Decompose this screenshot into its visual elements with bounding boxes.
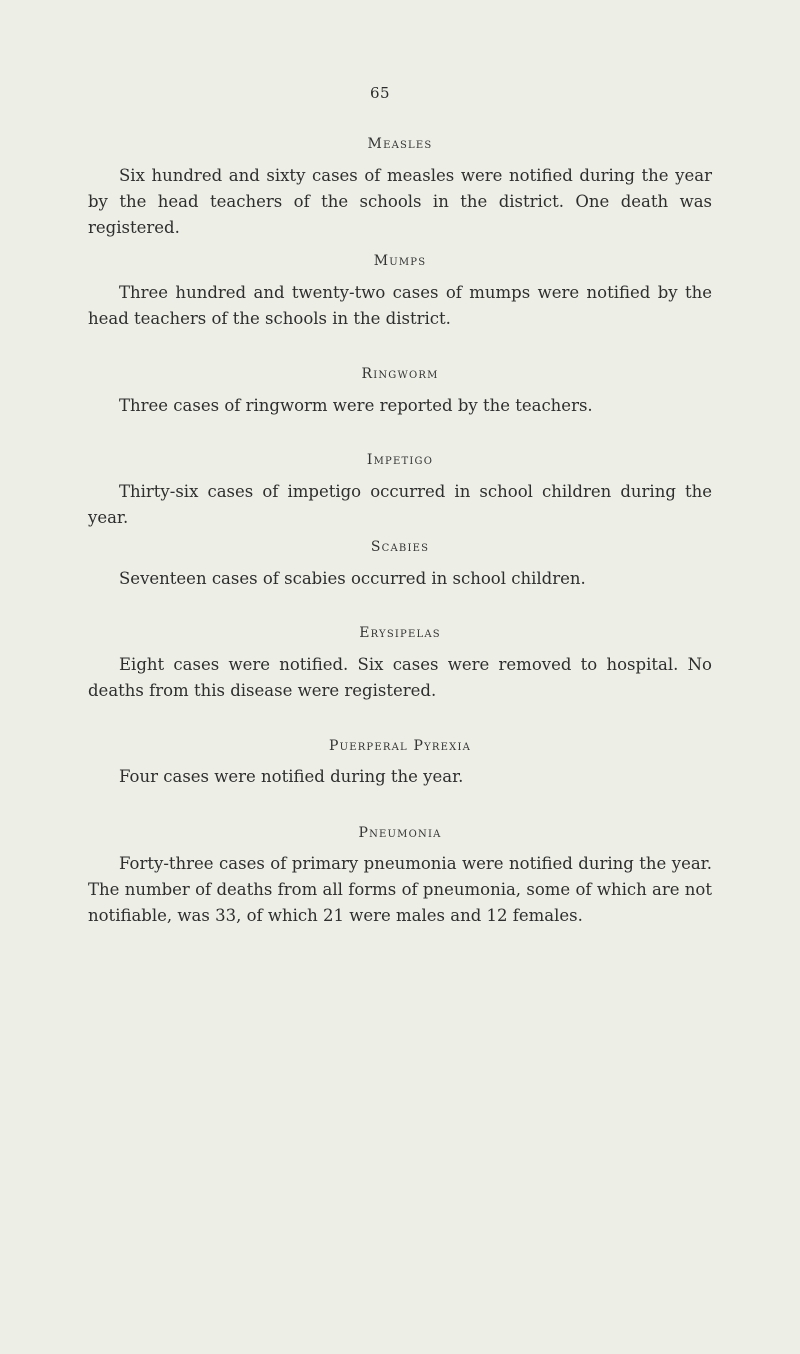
section-heading-erysipelas: Erysipelas xyxy=(359,625,441,641)
section-text-scabies: Seventeen cases of scabies occurred in school children. xyxy=(119,569,586,588)
section-heading-pneumonia: Pneumonia xyxy=(358,825,442,841)
page-number: 65 xyxy=(369,84,391,102)
section-text-mumps: Three hundred and twenty-two cases of mumps were notified by the head teachers of the schools in the district. xyxy=(88,283,712,328)
section-heading-mumps: Mumps xyxy=(373,253,427,269)
section-heading-scabies: Scabies xyxy=(370,539,430,555)
section-heading-ringworm: Ringworm xyxy=(361,366,439,382)
section-text-measles: Six hundred and sixty cases of measles were notified during the year by the head teachers of the schools in the district. One death was registered. xyxy=(88,166,712,237)
section-text-erysipelas: Eight cases were notified. Six cases were removed to hospital. No deaths from this disease were registered. xyxy=(88,655,712,700)
section-heading-puerperal-pyrexia: Puerperal Pyrexia xyxy=(328,738,472,754)
section-text-puerperal-pyrexia: Four cases were notified during the year. xyxy=(119,767,464,786)
section-text-pneumonia: Forty-three cases of primary pneumonia were notified during the year. The number of deaths from all forms of pneumonia, some of which are not notifiable, was 33, of which 21 were males and 12 females. xyxy=(88,854,712,925)
section-text-ringworm: Three cases of ringworm were reported by the teachers. xyxy=(119,396,593,415)
section-text-impetigo: Thirty-six cases of impetigo occurred in school children during the year. xyxy=(88,482,712,527)
section-heading-measles: Measles xyxy=(367,136,433,152)
section-heading-impetigo: Impetigo xyxy=(366,452,434,468)
